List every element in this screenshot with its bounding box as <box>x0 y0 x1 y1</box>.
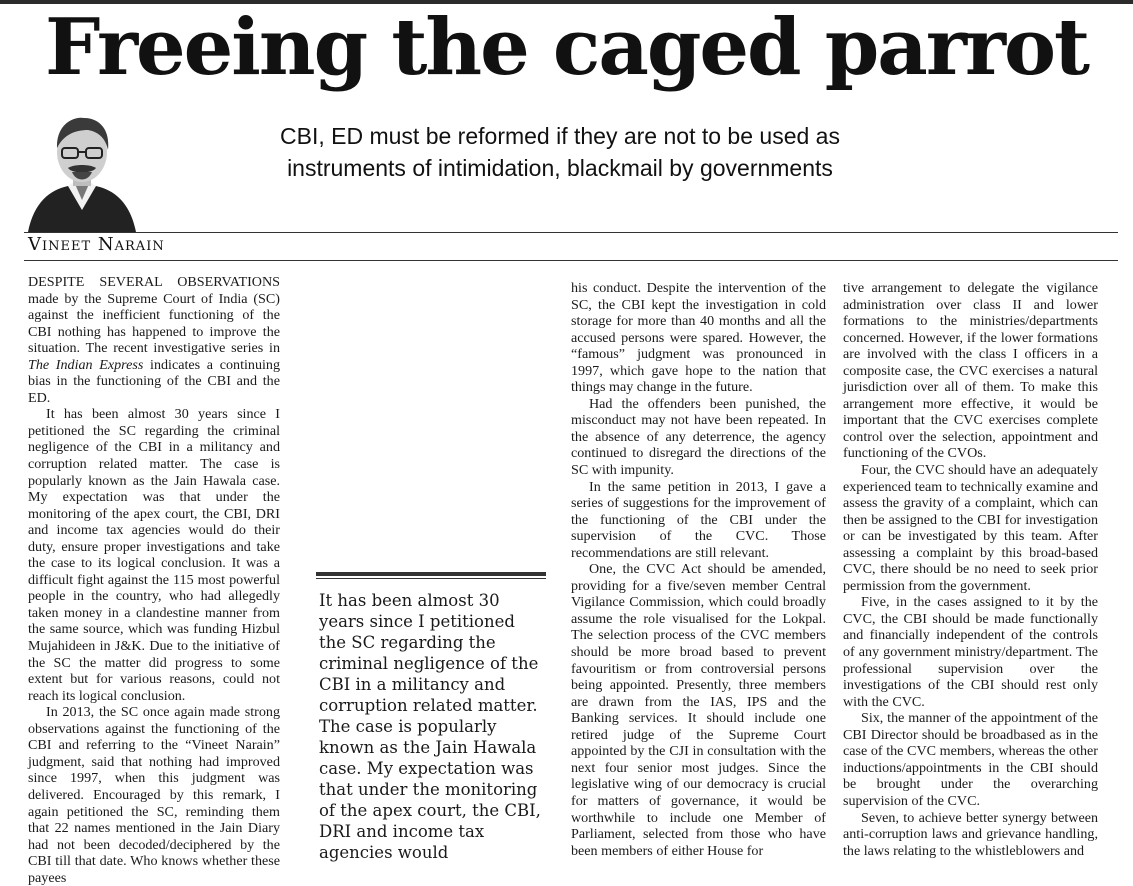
article-paragraph: tive arrangement to delegate the vigilance administration over class II and lower formations to the ministries/departments concerned. However, if the lower formations are involved with the class I officers in a composite case, the CVC exercises a natural jurisdiction over all of them. To make this arrangement more effective, it would be important that the CVC exercises complete control over the selection, appointment and functioning of the CVOs. <box>843 280 1098 462</box>
article-paragraph: Seven, to achieve better synergy between anti-corruption laws and grievance handling, the laws relating to the whistleblowers and <box>843 809 1098 859</box>
article-paragraph: Had the offenders been punished, the misconduct may not have been repeated. In the absence of any deterrence, the agency continued to disregard the directions of the SC with impunity. <box>571 395 826 479</box>
article-column-4 <box>843 280 1098 859</box>
byline-rule-bottom <box>24 260 1118 261</box>
article-paragraph: Four, the CVC should have an adequately experienced team to technically examine and assess the gravity of a complaint, which can then be assigned to the CBI for investigation or can be investigated by this team. After assessing a complaint by this broad-based CVC, there should be no need to seek prior permission from the government. <box>843 462 1098 594</box>
article-paragraph: DESPITE SEVERAL OBSERVATIONS made by the Supreme Court of India (SC) against the inefficient functioning of the CBI nothing has happened to improve the situation. The recent investigative series in The Indian Express indicates a continuing bias in the functioning of the CBI and the ED. <box>28 274 280 406</box>
subheadline: CBI, ED must be reformed if they are not to be used as instruments of intimidation, blackmail by governments <box>280 123 840 181</box>
pull-quote-rule <box>316 572 546 576</box>
article-paragraph: In 2013, the SC once again made strong observations against the functioning of the CBI and referring to the “Vineet Narain” judgment, said that nothing had improved since 1997, when this judgment was delivered. Encouraged by this remark, I again petitioned the SC, reminding them that 22 names mentioned in the Jain Diary had not been decoded/deciphered by the CBI till that date. Who knows whether these payees <box>28 704 280 886</box>
pull-quote: It has been almost 30 years since I petitioned the SC regarding the criminal negligence of the CBI in a militancy and corruption related matter. The case is popularly known as the Jain Hawala case. My expectation was that under the monitoring of the apex court, the CBI, DRI and income tax agencies would <box>319 591 541 862</box>
author-portrait <box>28 110 136 232</box>
pull-quote-rule-thin <box>316 578 546 579</box>
article-paragraph: It has been almost 30 years since I petitioned the SC regarding the criminal negligence of the CBI in a militancy and corruption related matter. The case is popularly known as the Jain Hawala case. My expectation was that under the monitoring of the apex court, the CBI, DRI and income tax agencies would do their duty, ensure proper investigations and take the case to its logical conclusion. It was a difficult fight against the 115 most powerful people in the country, who had allegedly taken money in a clandestine manner from the same source, which was funding Hizbul Mujahideen in J&K. Due to the initiative of the SC the matter did progress to some extent but for various reasons, could not reach its logical conclusion. <box>28 406 280 704</box>
article-column-3 <box>571 280 826 859</box>
headline: Freeing the caged parrot <box>44 2 1089 93</box>
article-paragraph: In the same petition in 2013, I gave a series of suggestions for the improvement of the functioning of the CBI under the supervision of the CVC. Those recommendations are still relevant. <box>571 478 826 561</box>
article-paragraph: Six, the manner of the appointment of the CBI Director should be broadbased as in the case of the CVC members, whereas the other inductions/appointments in the CBI should be brought under the overarching supervision of the CVC. <box>843 710 1098 809</box>
article-paragraph: his conduct. Despite the intervention of the SC, the CBI kept the investigation in cold storage for more than 40 months and all the accused persons were spared. However, the “famous” judgment was pronounced in 1997, which gave hope to the nation that things may change in the future. <box>571 280 826 396</box>
publication-name: The Indian Express <box>28 356 144 373</box>
article-column-1 <box>28 274 280 886</box>
author-byline: Vineet Narain <box>28 234 165 255</box>
byline-rule-top <box>24 232 1118 233</box>
lead-in-caps: DESPITE SEVERAL OBSERVATIONS <box>28 274 280 290</box>
article-paragraph: Five, in the cases assigned to it by the CVC, the CBI should be made functionally and financially independent of the controls of any government ministry/department. The professional supervision over the investigations of the CBI should rest only with the CVC. <box>843 594 1098 710</box>
article-paragraph: One, the CVC Act should be amended, providing for a five/seven member Central Vigilance Commission, which could broadly assume the role visualised for the Lokpal. The selection process of the CVC members should be more broad based to prevent favouritism or from controversial persons being appointed. Presently, three members are drawn from the IAS, IPS and the Banking services. It should include one retired judge of the Supreme Court appointed by the CJI in consultation with the next four senior most judges. Since the legislative wing of our democracy is crucial for matters of governance, it would be worthwhile to include one Member of Parliament, selected from those who have been members of either House for <box>571 561 826 859</box>
